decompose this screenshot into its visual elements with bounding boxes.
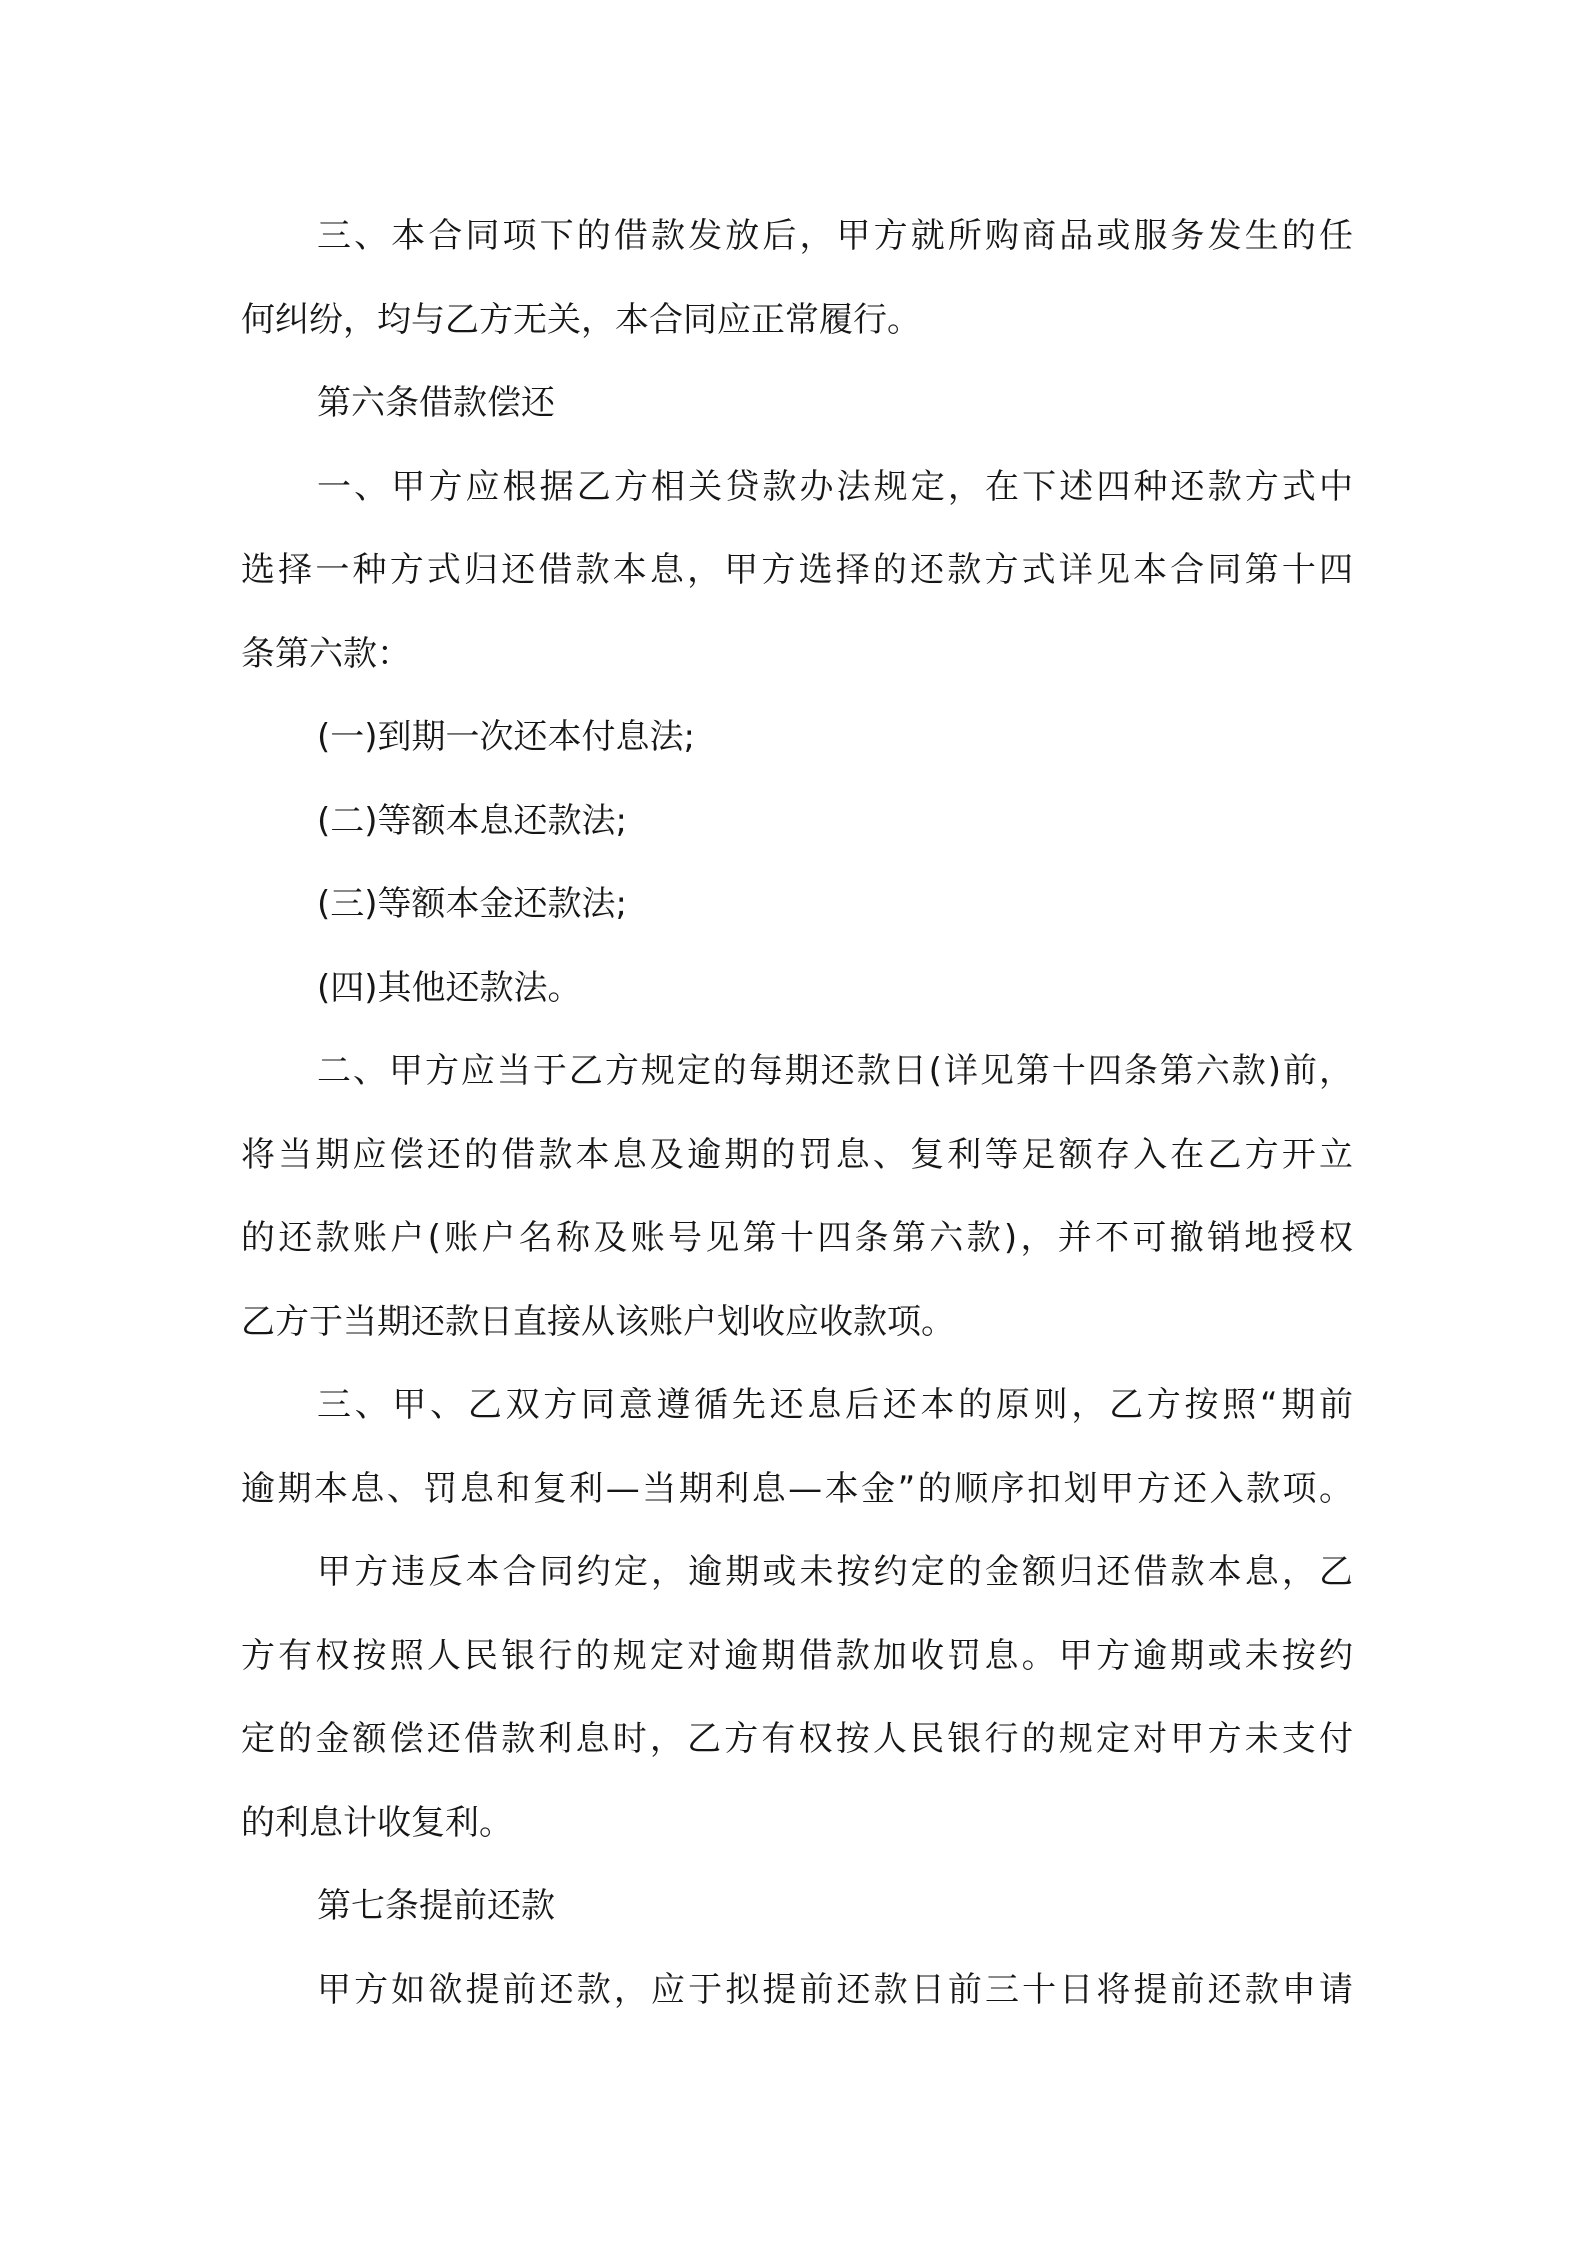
paragraph-line: 乙方于当期还款日直接从该账户划收应收款项。 — [241, 1301, 955, 1342]
list-item: (四)其他还款法。 — [317, 967, 582, 1008]
section-heading: 第七条提前还款 — [317, 1886, 555, 1926]
paragraph-line: 的利息计收复利。 — [241, 1802, 513, 1843]
paragraph-line: 方有权按照人民银行的规定对逾期借款加收罚息。甲方逾期或未按约 — [241, 1635, 1353, 1676]
list-item: (一)到期一次还本付息法; — [317, 717, 695, 757]
document-body — [241, 195, 1353, 2032]
paragraph-line: 选择一种方式归还借款本息，甲方选择的还款方式详见本合同第十四 — [241, 550, 1353, 590]
paragraph-line: 定的金额偿还借款利息时，乙方有权按人民银行的规定对甲方未支付 — [241, 1719, 1353, 1759]
paragraph-line: 的还款账户(账户名称及账号见第十四条第六款)，并不可撤销地授权 — [241, 1218, 1353, 1258]
paragraph-line: 甲方如欲提前还款，应于拟提前还款日前三十日将提前还款申请 — [317, 1969, 1353, 2010]
paragraph-line: 三、本合同项下的借款发放后，甲方就所购商品或服务发生的任 — [317, 216, 1353, 256]
paragraph-line: 逾期本息、罚息和复利—当期利息—本金”的顺序扣划甲方还入款项。 — [241, 1468, 1353, 1509]
list-item: (三)等额本金还款法; — [317, 884, 627, 924]
paragraph-line: 二、甲方应当于乙方规定的每期还款日(详见第十四条第六款)前， — [317, 1051, 1353, 1091]
paragraph-line: 一、甲方应根据乙方相关贷款办法规定，在下述四种还款方式中 — [317, 466, 1353, 507]
list-item: (二)等额本息还款法; — [317, 800, 627, 841]
paragraph-line: 将当期应偿还的借款本息及逾期的罚息、复利等足额存入在乙方开立 — [241, 1134, 1353, 1175]
section-heading: 第六条借款偿还 — [317, 383, 555, 423]
paragraph-line: 甲方违反本合同约定，逾期或未按约定的金额归还借款本息，乙 — [317, 1552, 1353, 1592]
paragraph-line: 条第六款： — [241, 633, 411, 674]
paragraph-line: 何纠纷，均与乙方无关，本合同应正常履行。 — [241, 299, 921, 340]
paragraph-line: 三、甲、乙双方同意遵循先还息后还本的原则，乙方按照“期前 — [317, 1385, 1353, 1425]
